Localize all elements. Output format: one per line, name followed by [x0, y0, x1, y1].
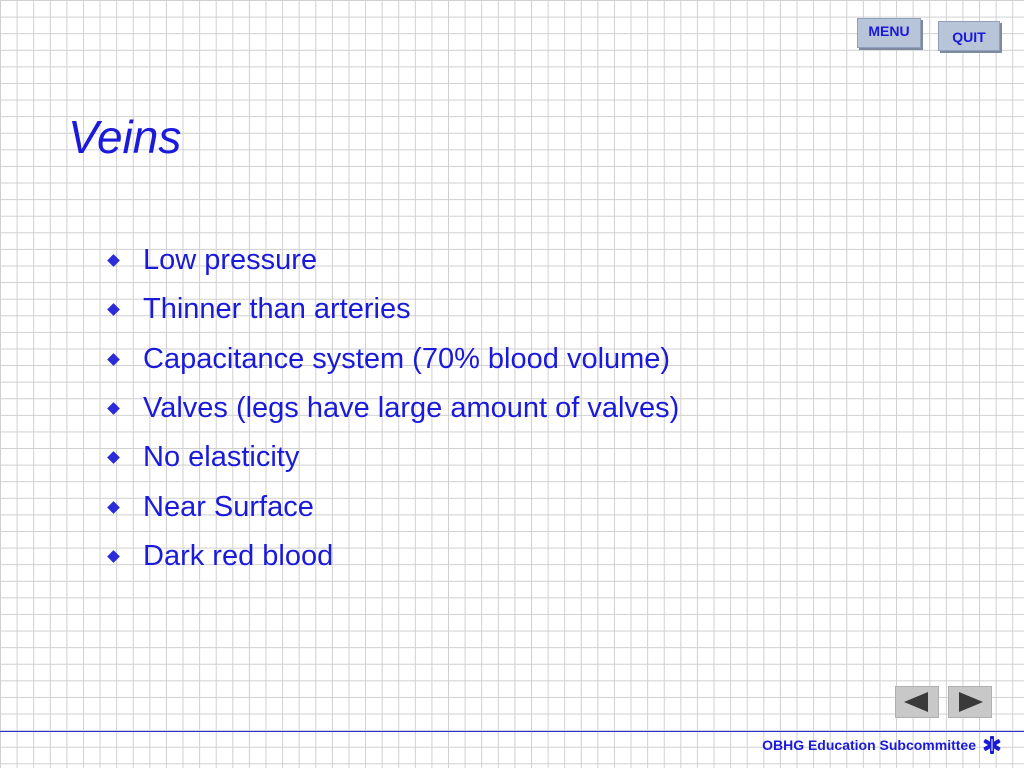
bullet-text: Capacitance system (70% blood volume) [143, 342, 671, 375]
diamond-bullet-icon [107, 304, 120, 317]
diamond-bullet-icon [107, 451, 120, 464]
diamond-bullet-icon [107, 501, 120, 514]
star-of-life-icon [982, 735, 1002, 755]
bullet-text: No elasticity [143, 441, 300, 474]
previous-slide-button[interactable] [895, 686, 939, 718]
arrow-right-icon [955, 691, 985, 713]
menu-button[interactable]: MENU [857, 18, 921, 48]
slide-title: Veins [68, 111, 182, 163]
footer [762, 735, 1002, 755]
arrow-left-icon [902, 691, 932, 713]
bullet-text: Thinner than arteries [143, 293, 411, 326]
list-item [105, 433, 679, 482]
list-item [105, 384, 679, 433]
list-item [105, 285, 679, 334]
diamond-bullet-icon [107, 550, 120, 563]
bullet-text: Low pressure [143, 244, 318, 277]
bullet-text: Near Surface [143, 490, 314, 523]
diamond-bullet-icon [107, 353, 120, 366]
list-item [105, 482, 679, 531]
next-slide-button[interactable] [948, 686, 992, 718]
bullet-text: Dark red blood [143, 539, 334, 572]
list-item [105, 532, 679, 581]
diamond-bullet-icon [107, 254, 120, 267]
diamond-bullet-icon [107, 402, 120, 415]
list-item [105, 335, 679, 384]
quit-button[interactable]: QUIT [938, 21, 1000, 51]
bullet-list [105, 236, 679, 581]
footer-text: OBHG Education Subcommittee [762, 737, 976, 753]
list-item [105, 236, 679, 285]
footer-divider [0, 731, 1024, 732]
bullet-text: Valves (legs have large amount of valves) [143, 392, 680, 425]
